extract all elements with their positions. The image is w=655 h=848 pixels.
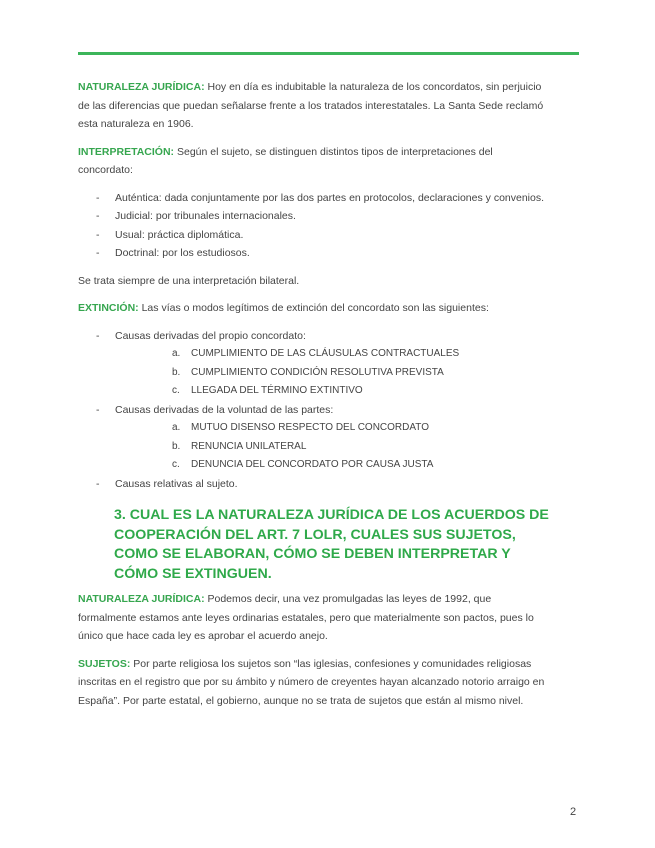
sublist-item	[115, 345, 550, 364]
naturaleza-paragraph	[78, 78, 550, 134]
sublist	[115, 345, 550, 401]
interpretacion-note: Se trata siempre de una interpretación bilateral.	[78, 274, 300, 287]
item-text: LLEGADA DEL TÉRMINO EXTINTIVO	[191, 385, 363, 396]
naturaleza-label: NATURALEZA JURÍDICA:	[78, 81, 205, 93]
interpretacion-list	[78, 189, 550, 263]
sublist-item	[115, 456, 550, 475]
interpretacion-paragraph	[78, 143, 550, 180]
extincion-list	[78, 327, 550, 494]
naturaleza-text: Hoy en día es indubitable la naturaleza de los concordatos, sin perjuicio de las diferencias que puedan señalarse frente a los tratados interestatales. La Santa Sede reclamó esta naturaleza en 1906.	[78, 81, 544, 130]
sublist-item	[115, 438, 550, 457]
item-marker: c.	[172, 459, 180, 470]
top-rule	[78, 52, 579, 55]
naturaleza-acuerdos-paragraph	[78, 590, 550, 646]
item-text: DENUNCIA DEL CONCORDATO POR CAUSA JUSTA	[191, 459, 434, 470]
sujetos-text: Por parte religiosa los sujetos son “las iglesias, confesiones y comunidades religiosas inscritas en el registro que por su ámbito y número de creyentes hayan alcanzado notorio arraigo en España”. Por parte estatal, el gobierno, aunque no se trata de sujetos que están al mismo nivel.	[78, 657, 545, 707]
list-item: - Usual: práctica diplomática.	[78, 226, 550, 245]
group-title: Causas derivadas del propio concordato:	[115, 329, 306, 342]
list-item: - Doctrinal: por los estudiosos.	[78, 244, 550, 263]
extincion-label: EXTINCIÓN:	[78, 302, 139, 314]
list-item: - Auténtica: dada conjuntamente por las dos partes en protocolos, declaraciones y convenios.	[78, 189, 550, 208]
document-body	[78, 78, 550, 719]
interpretacion-label: INTERPRETACIÓN:	[78, 145, 175, 158]
group-title: Causas derivadas de la voluntad de las partes:	[115, 403, 334, 416]
item-text: CUMPLIMIENTO DE LAS CLÁUSULAS CONTRACTUALES	[191, 348, 460, 359]
item-marker: a.	[172, 348, 181, 359]
section-heading: 3. CUAL ES LA NATURALEZA JURÍDICA DE LOS ACUERDOS DE COOPERACIÓN DEL ART. 7 LOLR, CUALES SUS SUJETOS, COMO SE ELABORAN, CÓMO SE DEBEN INTERPRETAR Y CÓMO SE EXTINGUEN.	[114, 507, 549, 582]
item-text: CUMPLIMIENTO CONDICIÓN RESOLUTIVA PREVISTA	[191, 366, 444, 378]
interpretacion-text: Según el sujeto, se distinguen distintos tipos de interpretaciones del concordato:	[78, 145, 493, 176]
sujetos-paragraph	[78, 655, 550, 711]
list-item	[78, 401, 550, 475]
item-text: MUTUO DISENSO RESPECTO DEL CONCORDATO	[191, 422, 429, 433]
extincion-text: Las vías o modos legítimos de extinción del concordato son las siguientes:	[141, 302, 489, 314]
sublist-item	[115, 382, 550, 401]
item-text: RENUNCIA UNILATERAL	[191, 440, 307, 452]
list-item	[78, 327, 550, 401]
naturaleza-acuerdos-label: NATURALEZA JURÍDICA:	[78, 593, 205, 605]
list-item: - Judicial: por tribunales internacionales.	[78, 207, 550, 226]
item-marker: b.	[172, 366, 181, 378]
sublist	[115, 419, 550, 475]
sublist-item	[115, 419, 550, 438]
sujetos-label: SUJETOS:	[78, 657, 131, 670]
item-marker: a.	[172, 422, 181, 433]
naturaleza-acuerdos-text: Podemos decir, una vez promulgadas las leyes de 1992, que formalmente estamos ante leyes ordinarias estatales, pero que materialmente son pactos, pues lo único que hace cada ley es aprobar el acuerdo anejo.	[78, 593, 534, 642]
list-item: - Causas relativas al sujeto.	[78, 475, 550, 494]
item-marker: c.	[172, 385, 180, 396]
sublist-item	[115, 364, 550, 383]
extincion-paragraph	[78, 299, 550, 318]
item-marker: b.	[172, 440, 181, 452]
page-number: 2	[570, 806, 577, 818]
